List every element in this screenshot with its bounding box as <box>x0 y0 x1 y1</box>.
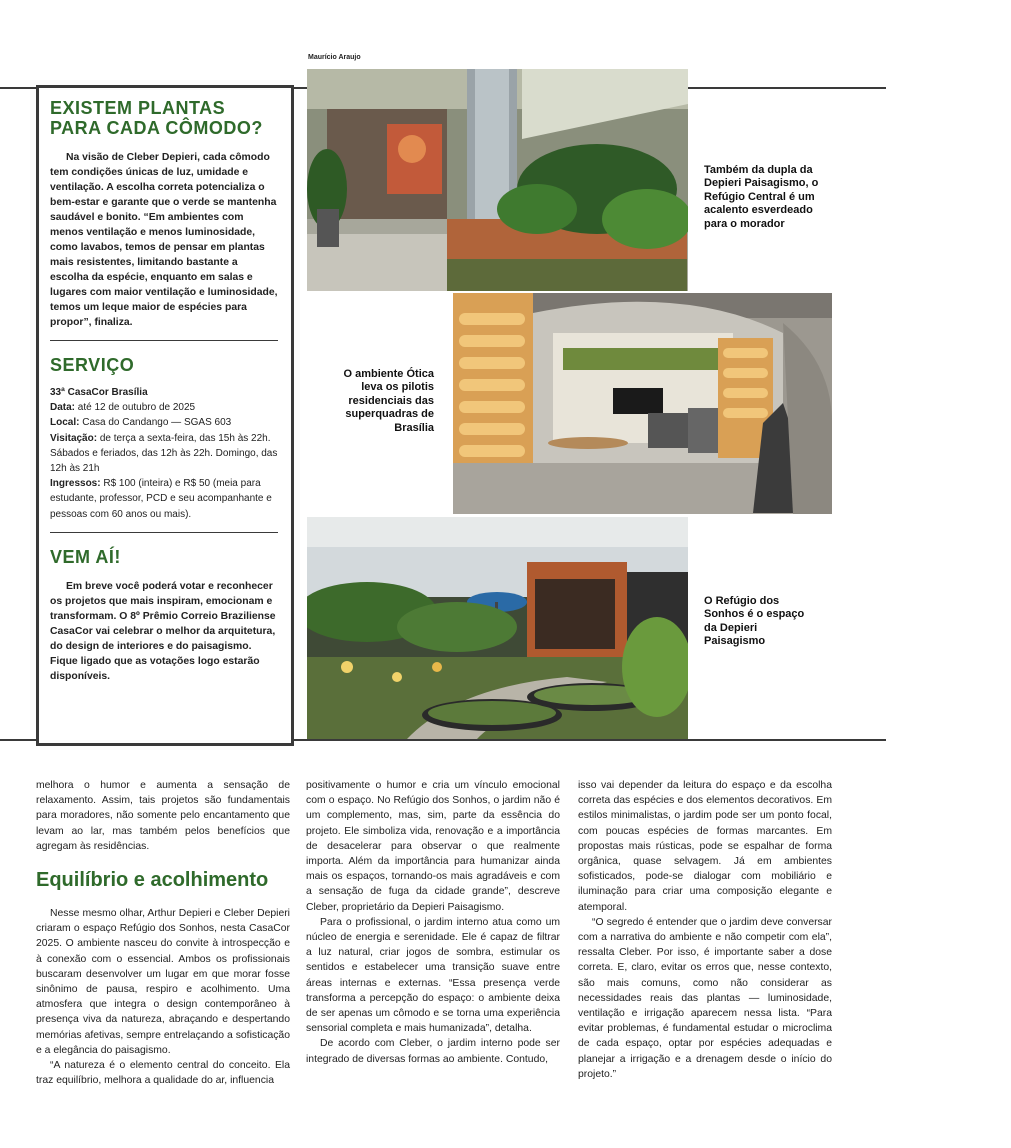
article-paragraph: melhora o humor e aumenta a sensação de relaxamento. Assim, tais projetos são fundamentais para moradores, não somente pelo encantamento que levam ao lar, mas também pelos benefícios que agregam às residências. <box>36 780 290 852</box>
sidebar-separator <box>50 532 278 533</box>
article-paragraph: Nesse mesmo olhar, Arthur Depieri e Cleber Depieri criaram o espaço Refúgio dos Sonhos, nesta CasaCor 2025. O ambiente nasceu do convite à introspecção e à conexão com o essencial. Ambos os profissionais buscaram desenvolver um lugar em que morar fosse sinônimo de pausa, respiro e acolhimento. Uma atmosfera que integra o design contemporâneo à presença viva da natureza, abraçando e despertando memórias afetivas, sempre entrelaçando a sofisticação e a elegância do paisagismo. <box>36 908 290 1056</box>
sidebar-heading-servico: SERVIÇO <box>50 355 135 375</box>
caption-refugio-central: Também da dupla da Depieri Paisagismo, o Refúgio Central é um acalento esverdeado para o morador <box>704 164 819 230</box>
photo-refugio-central <box>307 69 688 291</box>
section-title: Equilíbrio e acolhimento <box>36 869 269 892</box>
sidebar-heading-vem-ai: VEM AÍ! <box>50 546 121 567</box>
photo-refugio-sonhos <box>307 517 688 739</box>
event-date: Data: até 12 de outubro de 2025 <box>50 402 196 414</box>
event-name: 33ª CasaCor Brasília <box>50 387 148 398</box>
caption-refugio-sonhos: O Refúgio dos Sonhos é o espaço da Depieri Paisagismo <box>704 595 805 648</box>
service-info <box>50 385 278 522</box>
article-paragraph: positivamente o humor e cria um vínculo emocional com o espaço. No Refúgio dos Sonhos, o jardim não é um complemento, mas, sim, parte da essência do projeto. Ele simboliza vida, renovação e a importância de desacelerar para observar o que realmente importa. Além da importância para humanizar ainda mais os espaços, tornando-os mais agradáveis e com a sensação de fuga da cidade grande”, descreve Cleber, proprietário da Depieri Paisagismo. <box>306 780 560 913</box>
article-paragraph: “O segredo é entender que o jardim deve conversar com a narrativa do ambiente e não competir com ela”, ressalta Cleber. Por isso, é importante saber a dose correta. E, claro, evitar os erros que, nesse contexto, são mais comuns, como não considerar as necessidades reais das plantas — luminosidade, ventilação e irrigação aparecem nessa lista. “Para evitar problemas, é fundamental estudar o microclima de cada espaço, optar por espécies adequadas e planejar a irrigação e a drenagem desde o início do projeto.” <box>578 916 832 1080</box>
article-paragraph: “A natureza é o elemento central do conceito. Ela traz equilíbrio, melhora a qualidade do ar, influencia <box>36 1060 290 1087</box>
sidebar-intro: Na visão de Cleber Depieri, cada cômodo tem condições únicas de luz, umidade e ventilação. A escolha correta potencializa o bem-estar e garante que o verde se mantenha saudável e bonito. “Em ambientes com menos ventilação e menos luminosidade, como lavabos, temos de pensar em plantas mais resistentes, limitando bastante a escolha da espécie, enquanto em salas e lugares com maior ventilação e luminosidade, temos um leque maior de espécies para propor”, finaliza. <box>50 152 278 328</box>
event-location: Local: Casa do Candango — SGAS 603 <box>50 417 232 429</box>
sidebar-content <box>50 98 278 684</box>
article-paragraph: isso vai depender da leitura do espaço e da escolha correta das espécies e dos elementos decorativos. Em estilos minimalistas, o jardim pode ser um ponto focal, com poucas espécies de formas marcantes. Em propostas mais rústicas, pode se espalhar de forma orgânica, quase selvagem. Já em ambientes sofisticados, pode-se dialogar com mobiliário e iluminação para criar uma composição elegante e atemporal. <box>578 780 832 913</box>
heading-line-1: EXISTEM PLANTAS <box>50 98 226 118</box>
sidebar-separator <box>50 340 278 341</box>
article-column-2 <box>306 778 560 1067</box>
sidebar-heading-plants <box>50 98 278 138</box>
photo-credit: Maurício Araujo <box>308 54 361 61</box>
event-tickets: Ingressos: R$ 100 (inteira) e R$ 50 (meia para estudante, professor, PCD e seu acompanhante e pessoas com 60 anos ou mais). <box>50 478 272 520</box>
photo-otica <box>453 293 832 514</box>
vem-ai-text: Em breve você poderá votar e reconhecer os projetos que mais inspiram, emocionam e transformam. O 8º Prêmio Correio Braziliense CasaCor vai celebrar o melhor da arquitetura, do design de interiores e do paisagismo. Fique ligado que as votações logo estarão disponíveis. <box>50 580 276 682</box>
article-column-3 <box>578 778 832 1082</box>
article-column-1 <box>36 778 290 1088</box>
article-paragraph: Para o profissional, o jardim interno atua como um núcleo de energia e serenidade. Ele é capaz de filtrar a luz natural, criar jogos de sombra, estimular os sentidos e estabelecer uma transição suave entre áreas internas e externas. “Essa presença verde transforma a percepção do espaço: o ambiente deixa de ser apenas um cômodo e se torna uma experiência sensorial completa e mais humanizada”, detalha. <box>306 916 560 1035</box>
heading-line-2: PARA CADA CÔMODO? <box>50 118 263 138</box>
article-paragraph: De acordo com Cleber, o jardim interno pode ser integrado de diversas formas ao ambiente. Contudo, <box>306 1038 560 1065</box>
photo-refugio-central-image <box>307 69 688 291</box>
photo-otica-image <box>453 293 832 514</box>
caption-otica: O ambiente Ótica leva os pilotis residenciais das superquadras de Brasília <box>343 368 434 434</box>
event-hours: Visitação: de terça a sexta-feira, das 15h às 22h. Sábados e feriados, das 12h às 22h. Domingo, das 12h às 21h <box>50 432 278 475</box>
photo-refugio-sonhos-image <box>307 517 688 739</box>
